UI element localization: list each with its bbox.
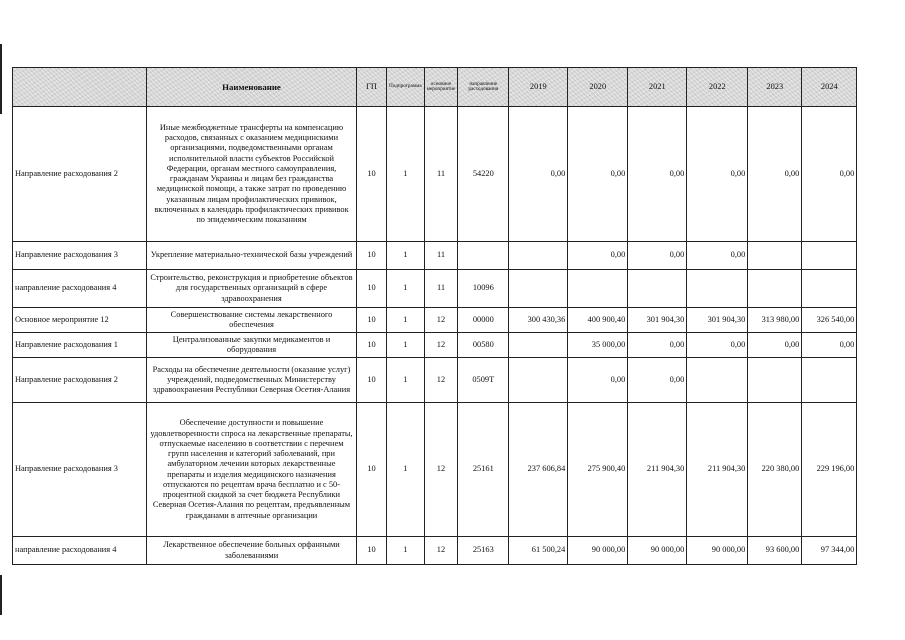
row-value [687,358,748,403]
row-value: 326 540,00 [802,308,857,333]
row-value: 0,00 [687,242,748,270]
row-value: 301 904,30 [687,308,748,333]
row-type: Направление расходования 2 [13,107,147,242]
row-type: Направление расходования 3 [13,242,147,270]
row-value: 211 904,30 [687,403,748,537]
row-value [748,358,802,403]
row-value [628,270,687,308]
table-row [13,403,857,537]
header-year: 2024 [802,68,857,107]
row-value: 220 380,00 [748,403,802,537]
row-type: Основное мероприятие 12 [13,308,147,333]
row-gp: 10 [357,308,387,333]
row-pp: 1 [387,270,425,308]
row-value [687,270,748,308]
header-blank [13,68,147,107]
row-gp: 10 [357,270,387,308]
header-subprogram: Подпрограмма [387,68,425,107]
row-value [748,270,802,308]
row-pp: 1 [387,537,425,565]
row-value: 0,00 [802,333,857,358]
row-value: 0,00 [687,107,748,242]
row-value [509,242,568,270]
row-nr: 25161 [458,403,509,537]
row-value: 275 900,40 [568,403,628,537]
row-name: Расходы на обеспечение деятельности (оказание услуг) учреждений, подведомственных Министерству здравоохранения Республики Северная Осетия-Алания [147,358,357,403]
header-year: 2021 [628,68,687,107]
row-om: 12 [424,403,458,537]
row-value [802,242,857,270]
row-pp: 1 [387,358,425,403]
row-name: Лекарственное обеспечение больных орфанными заболеваниями [147,537,357,565]
row-nr: 0509Т [458,358,509,403]
row-value: 301 904,30 [628,308,687,333]
row-gp: 10 [357,537,387,565]
row-name: Иные межбюджетные трансферты на компенсацию расходов, связанных с оказанием медицинскими организациями, подведомственными органам исполнительной власти субъектов Российской Федерации, органам местного самоуправления, гражданам Украины и лицам без гражданства медицинской помощи, а также затрат по проведению указанным лицам профилактических прививок, включенных в календарь профилактических прививок по эпидемическим показаниям [147,107,357,242]
table-row [13,333,857,358]
row-gp: 10 [357,242,387,270]
row-value [509,270,568,308]
row-value: 0,00 [748,107,802,242]
row-value: 0,00 [568,242,628,270]
table-row [13,242,857,270]
row-name: Укрепление материально-технической базы учреждений [147,242,357,270]
page-edge-mark [0,575,2,615]
row-value: 0,00 [628,242,687,270]
row-value: 0,00 [802,107,857,242]
row-value: 0,00 [748,333,802,358]
row-value: 0,00 [628,333,687,358]
row-value: 97 344,00 [802,537,857,565]
row-value: 61 500,24 [509,537,568,565]
header-year: 2023 [748,68,802,107]
row-type: Направление расходования 1 [13,333,147,358]
row-gp: 10 [357,358,387,403]
row-om: 12 [424,308,458,333]
table-row [13,270,857,308]
row-gp: 10 [357,403,387,537]
row-om: 12 [424,333,458,358]
page-edge-mark [0,44,2,114]
row-name: Обеспечение доступности и повышение удовлетворенности спроса на лекарственные препараты, отпускаемые населению в соответствии с перечнем групп населения и категорий заболеваний, при амбулаторном лечении которых лекарственные препараты и изделия медицинского назначения отпускаются по рецептам врача бесплатно и с 50-процентной скидкой за счет бюджета Республики Северная Осетия-Алания по рецептам, предъявленным гражданами в аптечные организации [147,403,357,537]
row-value: 211 904,30 [628,403,687,537]
header-gp: ГП [357,68,387,107]
row-nr: 00580 [458,333,509,358]
row-value: 0,00 [628,107,687,242]
row-value [568,270,628,308]
row-value: 0,00 [568,358,628,403]
row-om: 11 [424,242,458,270]
row-name: Совершенствование системы лекарственного обеспечения [147,308,357,333]
header-name: Наименование [147,68,357,107]
row-value [509,333,568,358]
row-value: 35 000,00 [568,333,628,358]
row-value: 400 900,40 [568,308,628,333]
row-value: 0,00 [628,358,687,403]
row-nr: 10096 [458,270,509,308]
row-value: 313 980,00 [748,308,802,333]
row-value: 229 196,00 [802,403,857,537]
row-value: 237 606,84 [509,403,568,537]
row-om: 11 [424,107,458,242]
row-pp: 1 [387,403,425,537]
table-row [13,358,857,403]
row-value: 0,00 [568,107,628,242]
row-type: направление расходования 4 [13,270,147,308]
row-gp: 10 [357,333,387,358]
row-value [748,242,802,270]
row-value: 0,00 [509,107,568,242]
table-row [13,537,857,565]
row-nr: 54220 [458,107,509,242]
row-gp: 10 [357,107,387,242]
row-value [509,358,568,403]
row-value: 0,00 [687,333,748,358]
header-year: 2020 [568,68,628,107]
header-year: 2022 [687,68,748,107]
row-pp: 1 [387,333,425,358]
row-nr: 00000 [458,308,509,333]
budget-table [12,67,857,565]
row-name: Централизованные закупки медикаментов и оборудования [147,333,357,358]
row-om: 12 [424,358,458,403]
header-direction: направление расходования [458,68,509,107]
row-value: 90 000,00 [568,537,628,565]
row-value: 90 000,00 [687,537,748,565]
row-om: 11 [424,270,458,308]
row-type: Направление расходования 3 [13,403,147,537]
header-row [13,68,857,107]
row-nr: 25163 [458,537,509,565]
row-pp: 1 [387,308,425,333]
row-nr [458,242,509,270]
row-value: 300 430,36 [509,308,568,333]
table-row [13,308,857,333]
header-year: 2019 [509,68,568,107]
header-main-measure: основное мероприятие [424,68,458,107]
row-value: 93 600,00 [748,537,802,565]
row-value: 90 000,00 [628,537,687,565]
table-row [13,107,857,242]
row-om: 12 [424,537,458,565]
row-value [802,270,857,308]
row-pp: 1 [387,242,425,270]
row-type: направление расходования 4 [13,537,147,565]
row-value [802,358,857,403]
row-name: Строительство, реконструкция и приобретение объектов для государственных организаций в сфере здравоохранения [147,270,357,308]
row-type: Направление расходования 2 [13,358,147,403]
row-pp: 1 [387,107,425,242]
